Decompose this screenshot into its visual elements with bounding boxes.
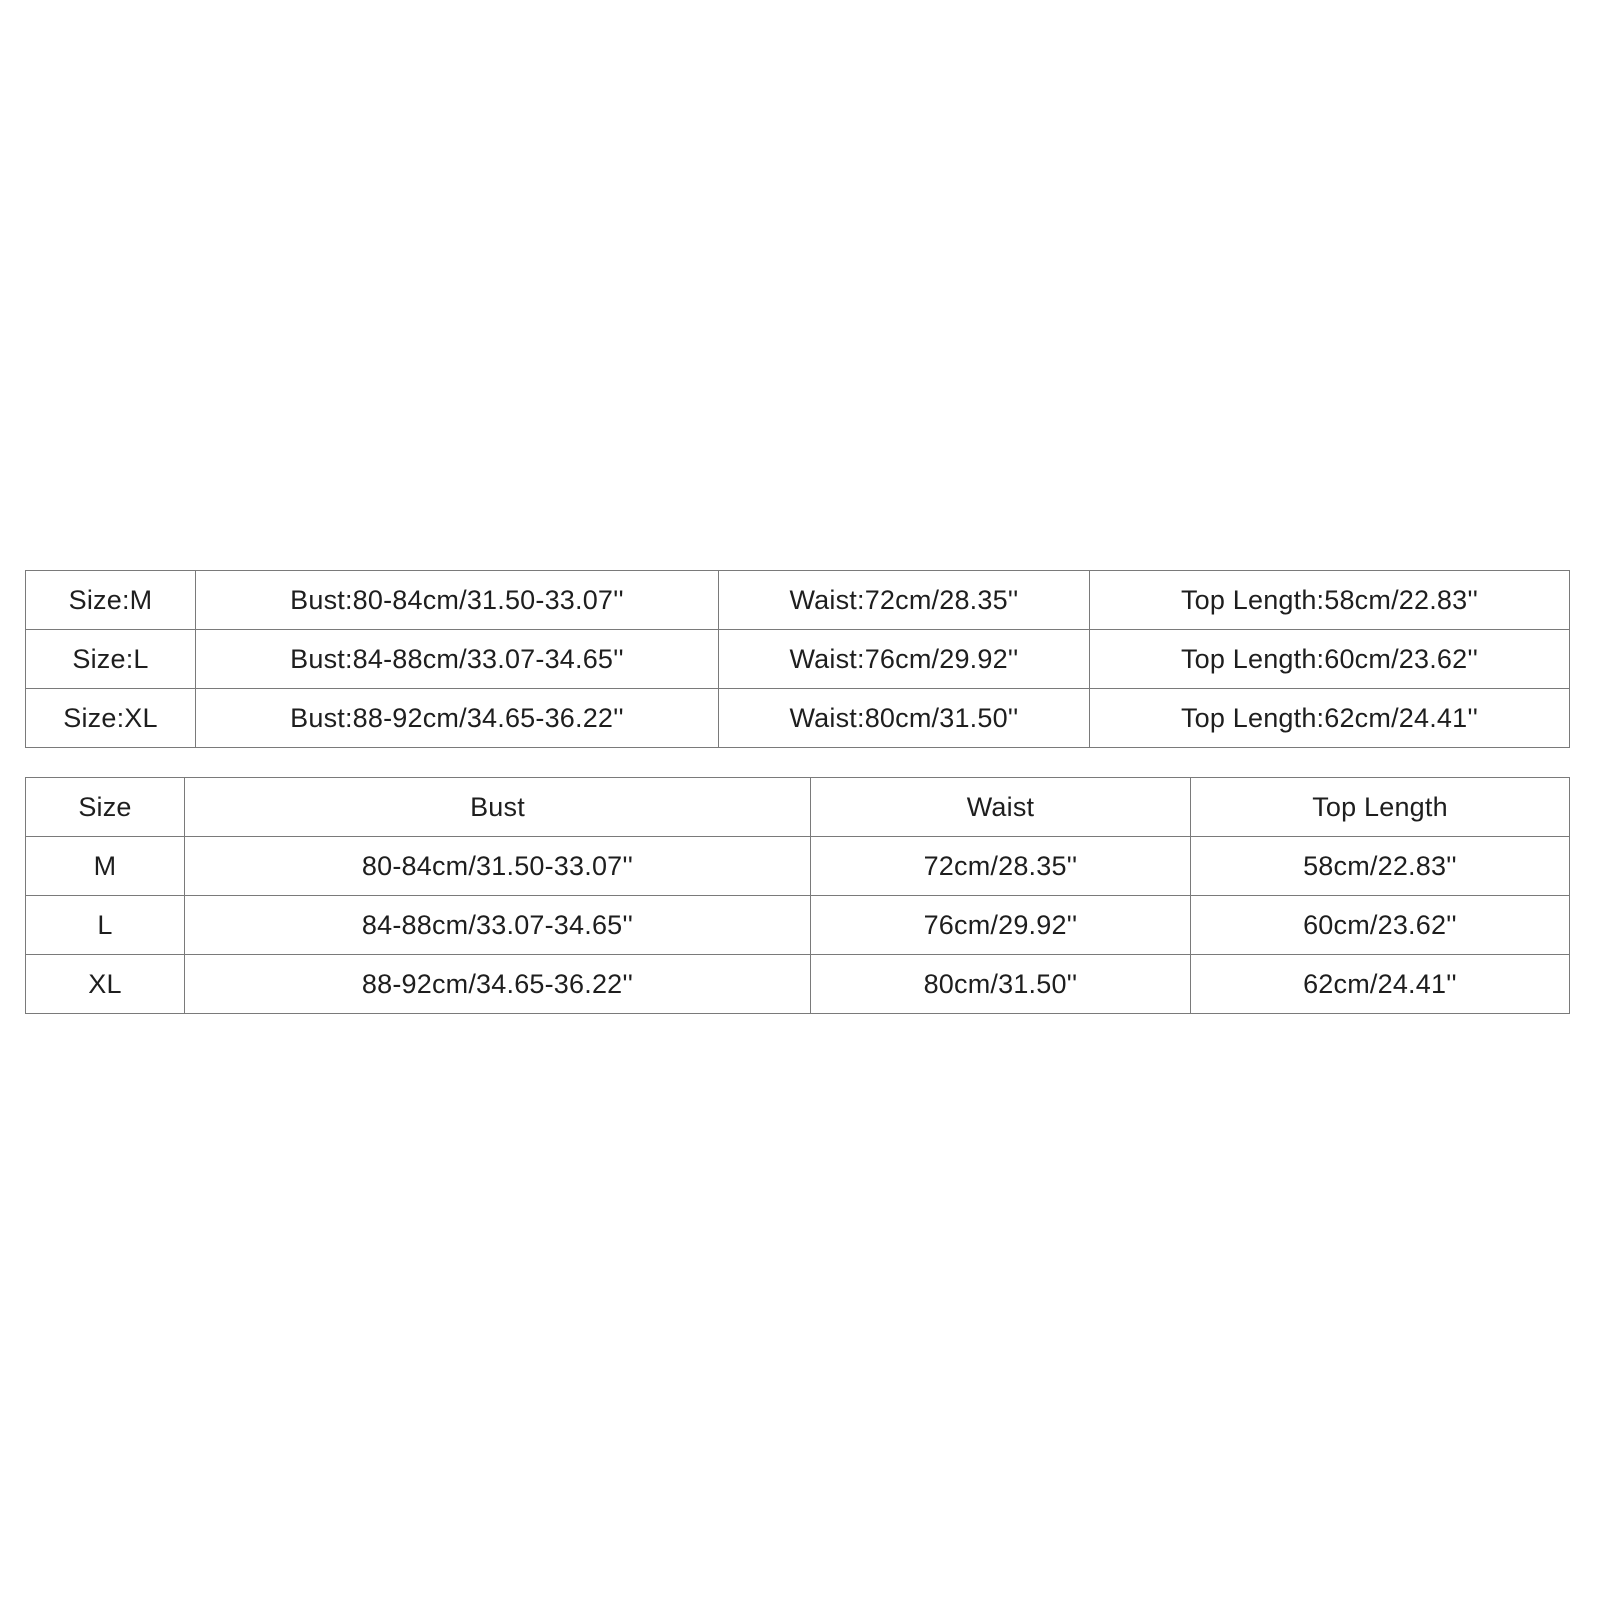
top-length-cell: Top Length:62cm/24.41''	[1090, 689, 1570, 748]
header-top-length: Top Length	[1191, 778, 1570, 837]
size-cell: L	[26, 896, 185, 955]
size-cell: Size:M	[26, 571, 196, 630]
waist-cell: Waist:80cm/31.50''	[719, 689, 1090, 748]
size-cell: Size:XL	[26, 689, 196, 748]
header-size: Size	[26, 778, 185, 837]
table-row	[26, 955, 1570, 1014]
waist-cell: 80cm/31.50''	[811, 955, 1191, 1014]
bust-cell: 88-92cm/34.65-36.22''	[185, 955, 811, 1014]
size-chart-inline	[25, 570, 1570, 748]
top-length-cell: 62cm/24.41''	[1191, 955, 1570, 1014]
table-header-row	[26, 778, 1570, 837]
waist-cell: Waist:72cm/28.35''	[719, 571, 1090, 630]
bust-cell: 84-88cm/33.07-34.65''	[185, 896, 811, 955]
top-length-cell: Top Length:60cm/23.62''	[1090, 630, 1570, 689]
table-row	[26, 896, 1570, 955]
size-chart-grid	[25, 777, 1570, 1014]
table-row	[26, 837, 1570, 896]
waist-cell: 72cm/28.35''	[811, 837, 1191, 896]
bust-cell: Bust:80-84cm/31.50-33.07''	[196, 571, 719, 630]
size-cell: Size:L	[26, 630, 196, 689]
bust-cell: Bust:84-88cm/33.07-34.65''	[196, 630, 719, 689]
table-row	[26, 571, 1570, 630]
top-length-cell: 58cm/22.83''	[1191, 837, 1570, 896]
bust-cell: Bust:88-92cm/34.65-36.22''	[196, 689, 719, 748]
size-cell: M	[26, 837, 185, 896]
bust-cell: 80-84cm/31.50-33.07''	[185, 837, 811, 896]
waist-cell: 76cm/29.92''	[811, 896, 1191, 955]
waist-cell: Waist:76cm/29.92''	[719, 630, 1090, 689]
header-waist: Waist	[811, 778, 1191, 837]
size-cell: XL	[26, 955, 185, 1014]
header-bust: Bust	[185, 778, 811, 837]
top-length-cell: Top Length:58cm/22.83''	[1090, 571, 1570, 630]
top-length-cell: 60cm/23.62''	[1191, 896, 1570, 955]
table-row	[26, 689, 1570, 748]
table-row	[26, 630, 1570, 689]
